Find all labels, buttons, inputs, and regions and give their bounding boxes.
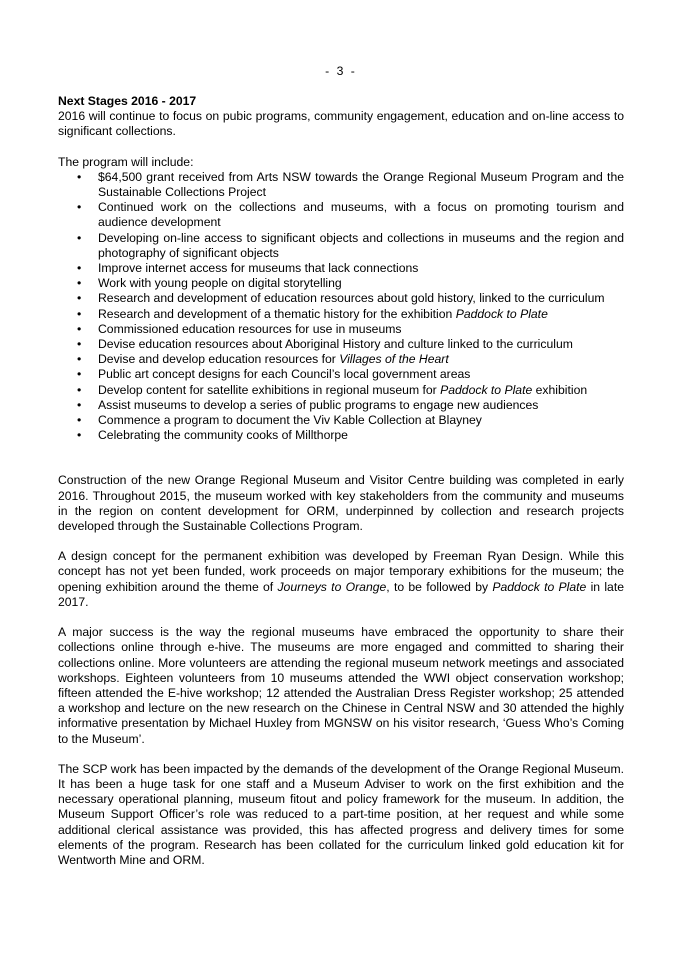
- program-intro: The program will include:: [58, 154, 194, 169]
- list-item: • Develop content for satellite exhibitions in regional museum for Paddock to Plate exhibition: [77, 382, 588, 397]
- scp-paragraph: The SCP work has been impacted by the demands of the development of the Orange Regional Museum. It has been a huge task for one staff and a Museum Adviser to work on the first exhibition and the necessary operational planning, museum fitout and policy framework for the museum. In addition, the Museum Support Officer’s role was reduced to a part-time position, at her request and while some additional clerical assistance was provided, this has affected progress and delivery times for some elements of the program. Research has been collated for the curriculum linked gold education kit for Wentworth Mine and ORM.: [58, 761, 624, 867]
- bullet-icon: •: [77, 291, 82, 306]
- bullet-icon: •: [77, 367, 82, 382]
- construction-paragraph: Construction of the new Orange Regional Museum and Visitor Centre building was completed in early 2016. Throughout 2015, the museum worked with key stakeholders from the community and museums in the region on content development for ORM, underpinned by collection and research projects developed through the Sustainable Collections Program.: [58, 473, 624, 534]
- bullet-icon: •: [77, 397, 82, 412]
- list-item: • Public art concept designs for each Council’s local government areas: [77, 367, 471, 382]
- bullet-icon: •: [77, 428, 82, 443]
- list-item: • Work with young people on digital storytelling: [77, 276, 342, 291]
- page-number: - 3 -: [325, 64, 357, 78]
- bullet-icon: •: [77, 276, 82, 291]
- bullet-icon: •: [77, 169, 82, 184]
- bullet-icon: •: [77, 382, 82, 397]
- bullet-icon: •: [77, 352, 82, 367]
- design-paragraph: A design concept for the permanent exhibition was developed by Freeman Ryan Design. While this concept has not yet been funded, work proceeds on major temporary exhibitions for the museum; the opening exhibition around the theme of Journeys to Orange, to be followed by Paddock to Plate in late 2017.: [58, 549, 624, 609]
- bullet-icon: •: [77, 261, 82, 276]
- list-item: • Improve internet access for museums that lack connections: [77, 261, 419, 276]
- section-heading: Next Stages 2016 - 2017: [58, 94, 197, 108]
- bullet-icon: •: [77, 230, 82, 245]
- list-item: • Commence a program to document the Viv Kable Collection at Blayney: [77, 413, 482, 428]
- list-item: • Developing on-line access to significant objects and collections in museums and the region and photography of significant objects: [77, 230, 624, 260]
- intro-paragraph: 2016 will continue to focus on pubic programs, community engagement, education and on-line access to significant collections.: [58, 109, 624, 139]
- bullet-icon: •: [77, 306, 82, 321]
- bullet-icon: •: [77, 413, 82, 428]
- success-paragraph: A major success is the way the regional museums have embraced the opportunity to share their collections online through e-hive. The museums are more engaged and committed to sharing their collections online. More volunteers are attending the regional museum network meetings and associated workshops. Eighteen volunteers from 10 museums attended the WWI object conservation workshop; fifteen attended the E-hive workshop; 12 attended the Australian Dress Register workshop; 25 attended a workshop and lecture on the new research on the Chinese in Central NSW and 30 attended the highly informative presentation by Michael Huxley from MGNSW on his visitor research, ‘Guess Who’s Coming to the Museum’.: [58, 625, 624, 746]
- bullet-icon: •: [77, 337, 82, 352]
- bullet-icon: •: [77, 200, 82, 215]
- list-item: • $64,500 grant received from Arts NSW towards the Orange Regional Museum Program and the Sustainable Collections Project: [77, 169, 624, 200]
- list-item: • Continued work on the collections and museums, with a focus on promoting tourism and audience development: [77, 200, 624, 230]
- list-item: • Devise and develop education resources for Villages of the Heart: [77, 352, 449, 367]
- list-item: • Research and development of a thematic history for the exhibition Paddock to Plate: [77, 306, 548, 321]
- program-list: [58, 170, 624, 444]
- list-item: • Devise education resources about Aboriginal History and culture linked to the curriculum: [77, 337, 573, 352]
- bullet-icon: •: [77, 321, 82, 336]
- list-item: • Research and development of education resources about gold history, linked to the curriculum: [77, 291, 605, 306]
- list-item: • Assist museums to develop a series of public programs to engage new audiences: [77, 397, 539, 412]
- list-item: • Celebrating the community cooks of Millthorpe: [77, 428, 348, 443]
- document-body: [58, 94, 624, 868]
- list-item: • Commissioned education resources for use in museums: [77, 321, 402, 336]
